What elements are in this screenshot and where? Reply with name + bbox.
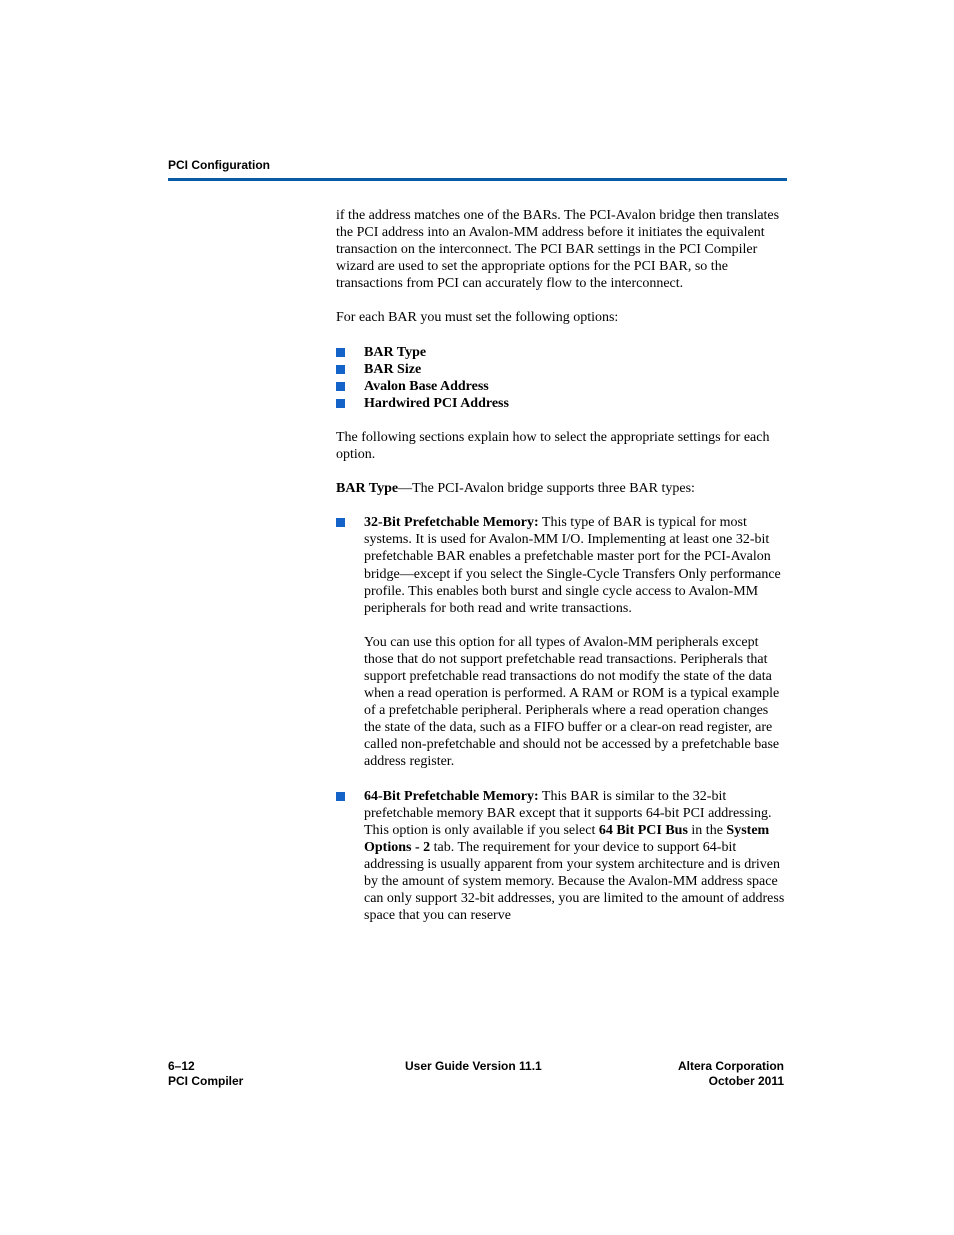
product-name: PCI Compiler: [168, 1074, 244, 1088]
square-bullet-icon: [336, 792, 345, 801]
paragraph-intro: if the address matches one of the BARs. The PCI-Avalon bridge then translates the PCI address into an Avalon-MM address before it initiates the equivalent transaction on the interconnect. The PCI BAR settings in the PCI Compiler wizard are used to set the appropriate options for the PCI BAR, so the transactions from PCI can accurately flow to the interconnect.: [336, 208, 780, 292]
publication-date: October 2011: [708, 1074, 784, 1088]
page-footer: [168, 1059, 784, 1091]
header-rule: [168, 178, 787, 181]
list-item-64bit: 64-Bit Prefetchable Memory: This BAR is similar to the 32-bit prefetchable memory BAR except that it supports 64-bit PCI addressing. This option is only available if you select 64 Bit PCI Bus in the System Options - 2 tab. The requirement for your device to support 64-bit addressing is usually apparent from your system architecture and is driven by the amount of system memory. Because the Avalon-MM address space can only support 32-bit addresses, you are limited to the amount of address space that you can reserve: [336, 788, 786, 925]
list-item: Avalon Base Address: [336, 378, 786, 395]
page-number: 6–12: [168, 1059, 195, 1073]
square-bullet-icon: [336, 365, 345, 374]
running-header: PCI Configuration: [168, 158, 270, 172]
company-name: Altera Corporation: [677, 1059, 784, 1073]
list-item-32bit: 32-Bit Prefetchable Memory: This type of BAR is typical for most systems. It is used for Avalon-MM I/O. Implementing at least one 32-bit prefetchable BAR enables a prefetchable master port for the PCI-Avalon bridge—except if you select the Single-Cycle Transfers Only performance profile. This enables both burst and single cycle access to Avalon-MM peripherals for both read and write transactions. You can use this option for all types of Avalon-MM peripherals except those that do not support prefetchable read transactions. Peripherals that support prefetchable read transactions do not modify the state of the data when a read operation is performed. A RAM or ROM is a typical example of a prefetchable peripheral. Peripherals where a read operation changes the state of the data, such as a FIFO buffer or a clear-on read register, are called non-prefetchable and should not be accessed by a prefetchable base address register.: [336, 514, 786, 770]
list-item: Hardwired PCI Address: [336, 395, 786, 412]
list-item: BAR Size: [336, 361, 786, 378]
paragraph-bar-type: BAR Type—The PCI-Avalon bridge supports three BAR types:: [336, 481, 695, 497]
square-bullet-icon: [336, 518, 345, 527]
paragraph-sections: The following sections explain how to select the appropriate settings for each option.: [336, 429, 770, 463]
list-item: BAR Type: [336, 344, 786, 361]
guide-version: User Guide Version 11.1: [405, 1059, 542, 1073]
paragraph-32bit-usage: You can use this option for all types of Avalon-MM peripherals except those that do not support prefetchable read transactions. Peripherals that support prefetchable read transactions do not modify the state of the data when a read operation is performed. A RAM or ROM is a typical example of a prefetchable peripheral. Peripherals where a read operation changes the state of the data, such as a FIFO buffer or a clear-on read register, are called non-prefetchable and should not be accessed by a prefetchable base address register.: [364, 634, 780, 770]
options-list: [336, 344, 786, 412]
paragraph-options-intro: For each BAR you must set the following options:: [336, 310, 619, 326]
square-bullet-icon: [336, 399, 345, 408]
body-text: [336, 207, 786, 941]
square-bullet-icon: [336, 348, 345, 357]
square-bullet-icon: [336, 382, 345, 391]
bar-types-list: [336, 514, 786, 924]
